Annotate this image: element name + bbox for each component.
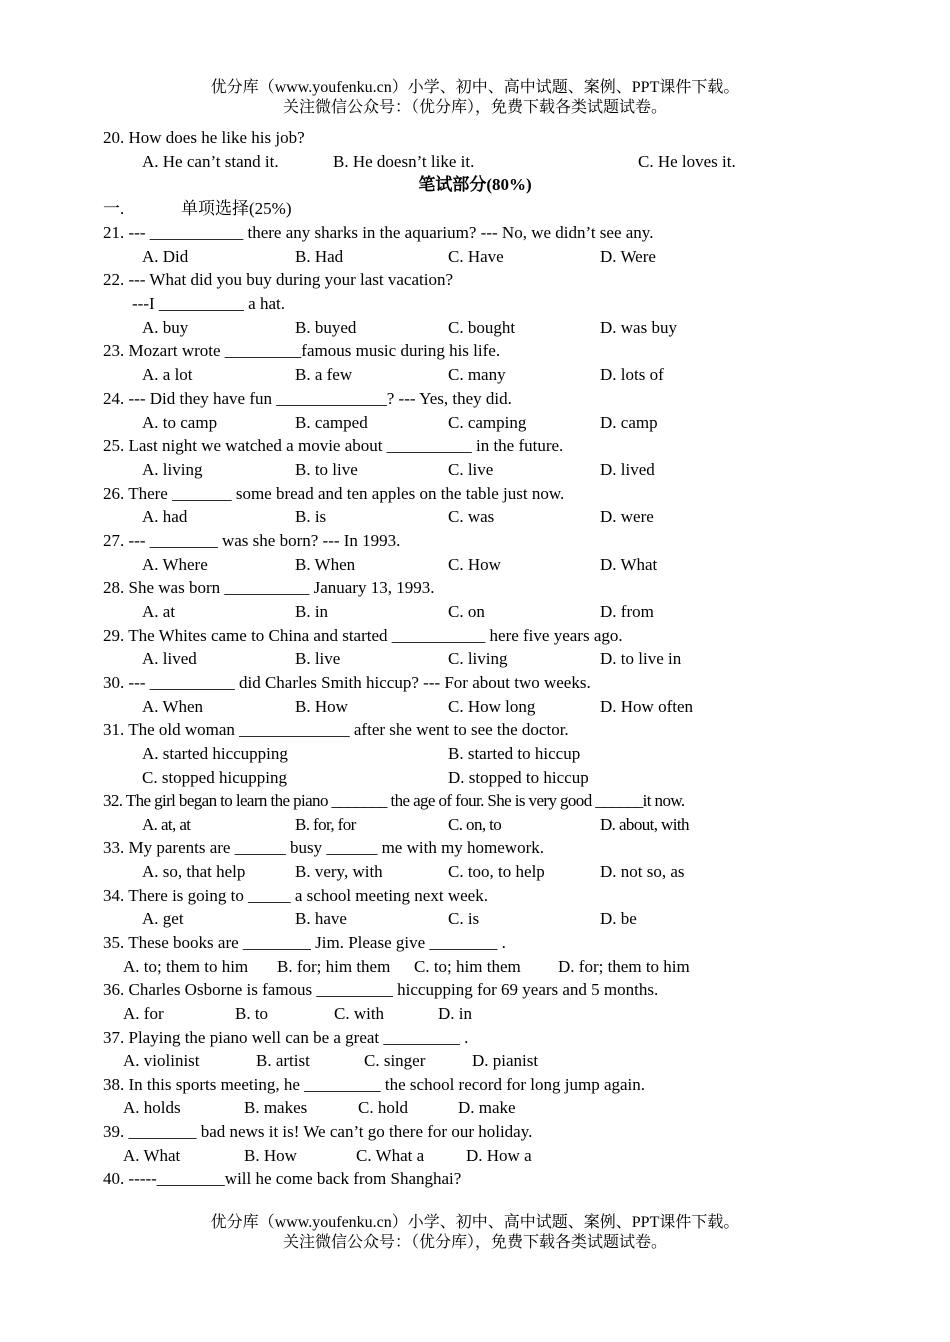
footer-line-2: 关注微信公众号：（优分库），免费下载各类试题试卷。 (282, 1234, 667, 1251)
page-header (0, 78, 950, 118)
question-39: 39. ________ bad news it is! We can’t go there for our holiday. (103, 1122, 533, 1141)
question-26: 26. There _______ some bread and ten apples on the table just now. (103, 484, 565, 503)
q26-option-b: B. is (295, 507, 327, 526)
q33-option-d: D. not so, as (600, 862, 685, 881)
q37-option-a: A. violinist (123, 1051, 200, 1070)
q22-option-b: B. buyed (295, 318, 357, 337)
q22-option-d: D. was buy (600, 318, 677, 337)
q32-option-a: A. at, at (142, 815, 191, 834)
q28-option-c: C. on (448, 602, 485, 621)
question-31: 31. The old woman _____________ after she went to see the doctor. (103, 720, 569, 739)
q26-option-c: C. was (448, 507, 495, 526)
question-27: 27. --- ________ was she born? --- In 1993. (103, 531, 401, 550)
question-24: 24. --- Did they have fun _____________? --- Yes, they did. (103, 389, 512, 408)
q28-option-d: D. from (600, 602, 654, 621)
q31-option-c: C. stopped hicupping (142, 768, 287, 787)
q24-option-d: D. camp (600, 413, 658, 432)
question-22-line-2: ---I __________ a hat. (132, 294, 285, 313)
q30-option-c: C. How long (448, 697, 536, 716)
q35-option-b: B. for; him them (277, 957, 391, 976)
q27-option-a: A. Where (142, 555, 208, 574)
question-37: 37. Playing the piano well can be a great _________ . (103, 1028, 469, 1047)
q22-option-a: A. buy (142, 318, 189, 337)
question-35: 35. These books are ________ Jim. Please give ________ . (103, 933, 506, 952)
q36-option-d: D. in (438, 1004, 472, 1023)
q31-option-d: D. stopped to hiccup (448, 768, 589, 787)
part1-number: 一. (103, 199, 125, 218)
q39-option-b: B. How (244, 1146, 297, 1165)
q26-option-a: A. had (142, 507, 188, 526)
q24-option-a: A. to camp (142, 413, 218, 432)
q34-option-c: C. is (448, 909, 480, 928)
q24-option-c: C. camping (448, 413, 527, 432)
q37-option-d: D. pianist (472, 1051, 539, 1070)
page-footer (0, 1213, 950, 1253)
question-29: 29. The Whites came to China and started ___________ here five years ago. (103, 626, 623, 645)
q29-option-c: C. living (448, 649, 508, 668)
question-33: 33. My parents are ______ busy ______ me with my homework. (103, 838, 544, 857)
part1-title: 单项选择(25%) (181, 199, 292, 218)
q27-option-b: B. When (295, 555, 356, 574)
q35-option-c: C. to; him them (414, 957, 521, 976)
q38-option-d: D. make (458, 1098, 516, 1117)
q25-option-b: B. to live (295, 460, 358, 479)
q34-option-d: D. be (600, 909, 637, 928)
q20-option-a: A. He can’t stand it. (142, 152, 279, 171)
q25-option-d: D. lived (600, 460, 655, 479)
q38-option-a: A. holds (123, 1098, 181, 1117)
q25-option-c: C. live (448, 460, 494, 479)
q36-option-a: A. for (123, 1004, 164, 1023)
q33-option-b: B. very, with (295, 862, 383, 881)
header-line-2: 关注微信公众号：（优分库），免费下载各类试题试卷。 (282, 99, 667, 116)
question-36: 36. Charles Osborne is famous _________ hiccupping for 69 years and 5 months. (103, 980, 659, 999)
q29-option-a: A. lived (142, 649, 197, 668)
question-34: 34. There is going to _____ a school meeting next week. (103, 886, 488, 905)
q35-option-a: A. to; them to him (123, 957, 249, 976)
q22-option-c: C. bought (448, 318, 516, 337)
q39-option-c: C. What a (356, 1146, 425, 1165)
q33-option-a: A. so, that help (142, 862, 246, 881)
section-title: 笔试部分(80%) (418, 175, 532, 194)
q37-option-c: C. singer (364, 1051, 426, 1070)
q35-option-d: D. for; them to him (558, 957, 690, 976)
q28-option-b: B. in (295, 602, 329, 621)
question-32: 32. The girl began to learn the piano _______ the age of four. She is very good ______it now. (103, 791, 685, 810)
q29-option-b: B. live (295, 649, 341, 668)
q33-option-c: C. too, to help (448, 862, 545, 881)
q20-option-b: B. He doesn’t like it. (333, 152, 475, 171)
question-40: 40. -----________will he come back from Shanghai? (103, 1169, 462, 1188)
q31-option-b: B. started to hiccup (448, 744, 581, 763)
footer-line-1: 优分库（www.youfenku.cn）小学、初中、高中试题、案例、PPT课件下载。 (210, 1214, 740, 1231)
q26-option-d: D. were (600, 507, 654, 526)
q30-option-b: B. How (295, 697, 348, 716)
question-20: 20. How does he like his job? (103, 128, 305, 147)
q21-option-b: B. Had (295, 247, 344, 266)
question-21: 21. --- ___________ there any sharks in the aquarium? --- No, we didn’t see any. (103, 223, 654, 242)
question-30: 30. --- __________ did Charles Smith hiccup? --- For about two weeks. (103, 673, 591, 692)
q21-option-d: D. Were (600, 247, 656, 266)
q34-option-b: B. have (295, 909, 347, 928)
q20-option-c: C. He loves it. (638, 152, 736, 171)
q32-option-d: D. about, with (600, 815, 689, 834)
q21-option-c: C. Have (448, 247, 504, 266)
q23-option-c: C. many (448, 365, 506, 384)
q23-option-a: A. a lot (142, 365, 193, 384)
question-38: 38. In this sports meeting, he _________ the school record for long jump again. (103, 1075, 646, 1094)
q30-option-d: D. How often (600, 697, 694, 716)
question-23: 23. Mozart wrote _________famous music during his life. (103, 341, 501, 360)
question-22: 22. --- What did you buy during your last vacation? (103, 270, 453, 289)
question-25: 25. Last night we watched a movie about __________ in the future. (103, 436, 564, 455)
q23-option-b: B. a few (295, 365, 353, 384)
q37-option-b: B. artist (256, 1051, 310, 1070)
q38-option-c: C. hold (358, 1098, 409, 1117)
q23-option-d: D. lots of (600, 365, 664, 384)
q30-option-a: A. When (142, 697, 204, 716)
q32-option-c: C. on, to (448, 815, 502, 834)
question-28: 28. She was born __________ January 13, 1993. (103, 578, 435, 597)
q21-option-a: A. Did (142, 247, 189, 266)
q24-option-b: B. camped (295, 413, 368, 432)
q36-option-b: B. to (235, 1004, 269, 1023)
q31-option-a: A. started hiccupping (142, 744, 288, 763)
q27-option-c: C. How (448, 555, 501, 574)
q39-option-d: D. How a (466, 1146, 532, 1165)
q39-option-a: A. What (123, 1146, 181, 1165)
q29-option-d: D. to live in (600, 649, 682, 668)
q32-option-b: B. for, for (295, 815, 356, 834)
q38-option-b: B. makes (244, 1098, 308, 1117)
q25-option-a: A. living (142, 460, 203, 479)
q34-option-a: A. get (142, 909, 184, 928)
q36-option-c: C. with (334, 1004, 385, 1023)
q27-option-d: D. What (600, 555, 658, 574)
q28-option-a: A. at (142, 602, 176, 621)
header-line-1: 优分库（www.youfenku.cn）小学、初中、高中试题、案例、PPT课件下载。 (210, 79, 740, 96)
